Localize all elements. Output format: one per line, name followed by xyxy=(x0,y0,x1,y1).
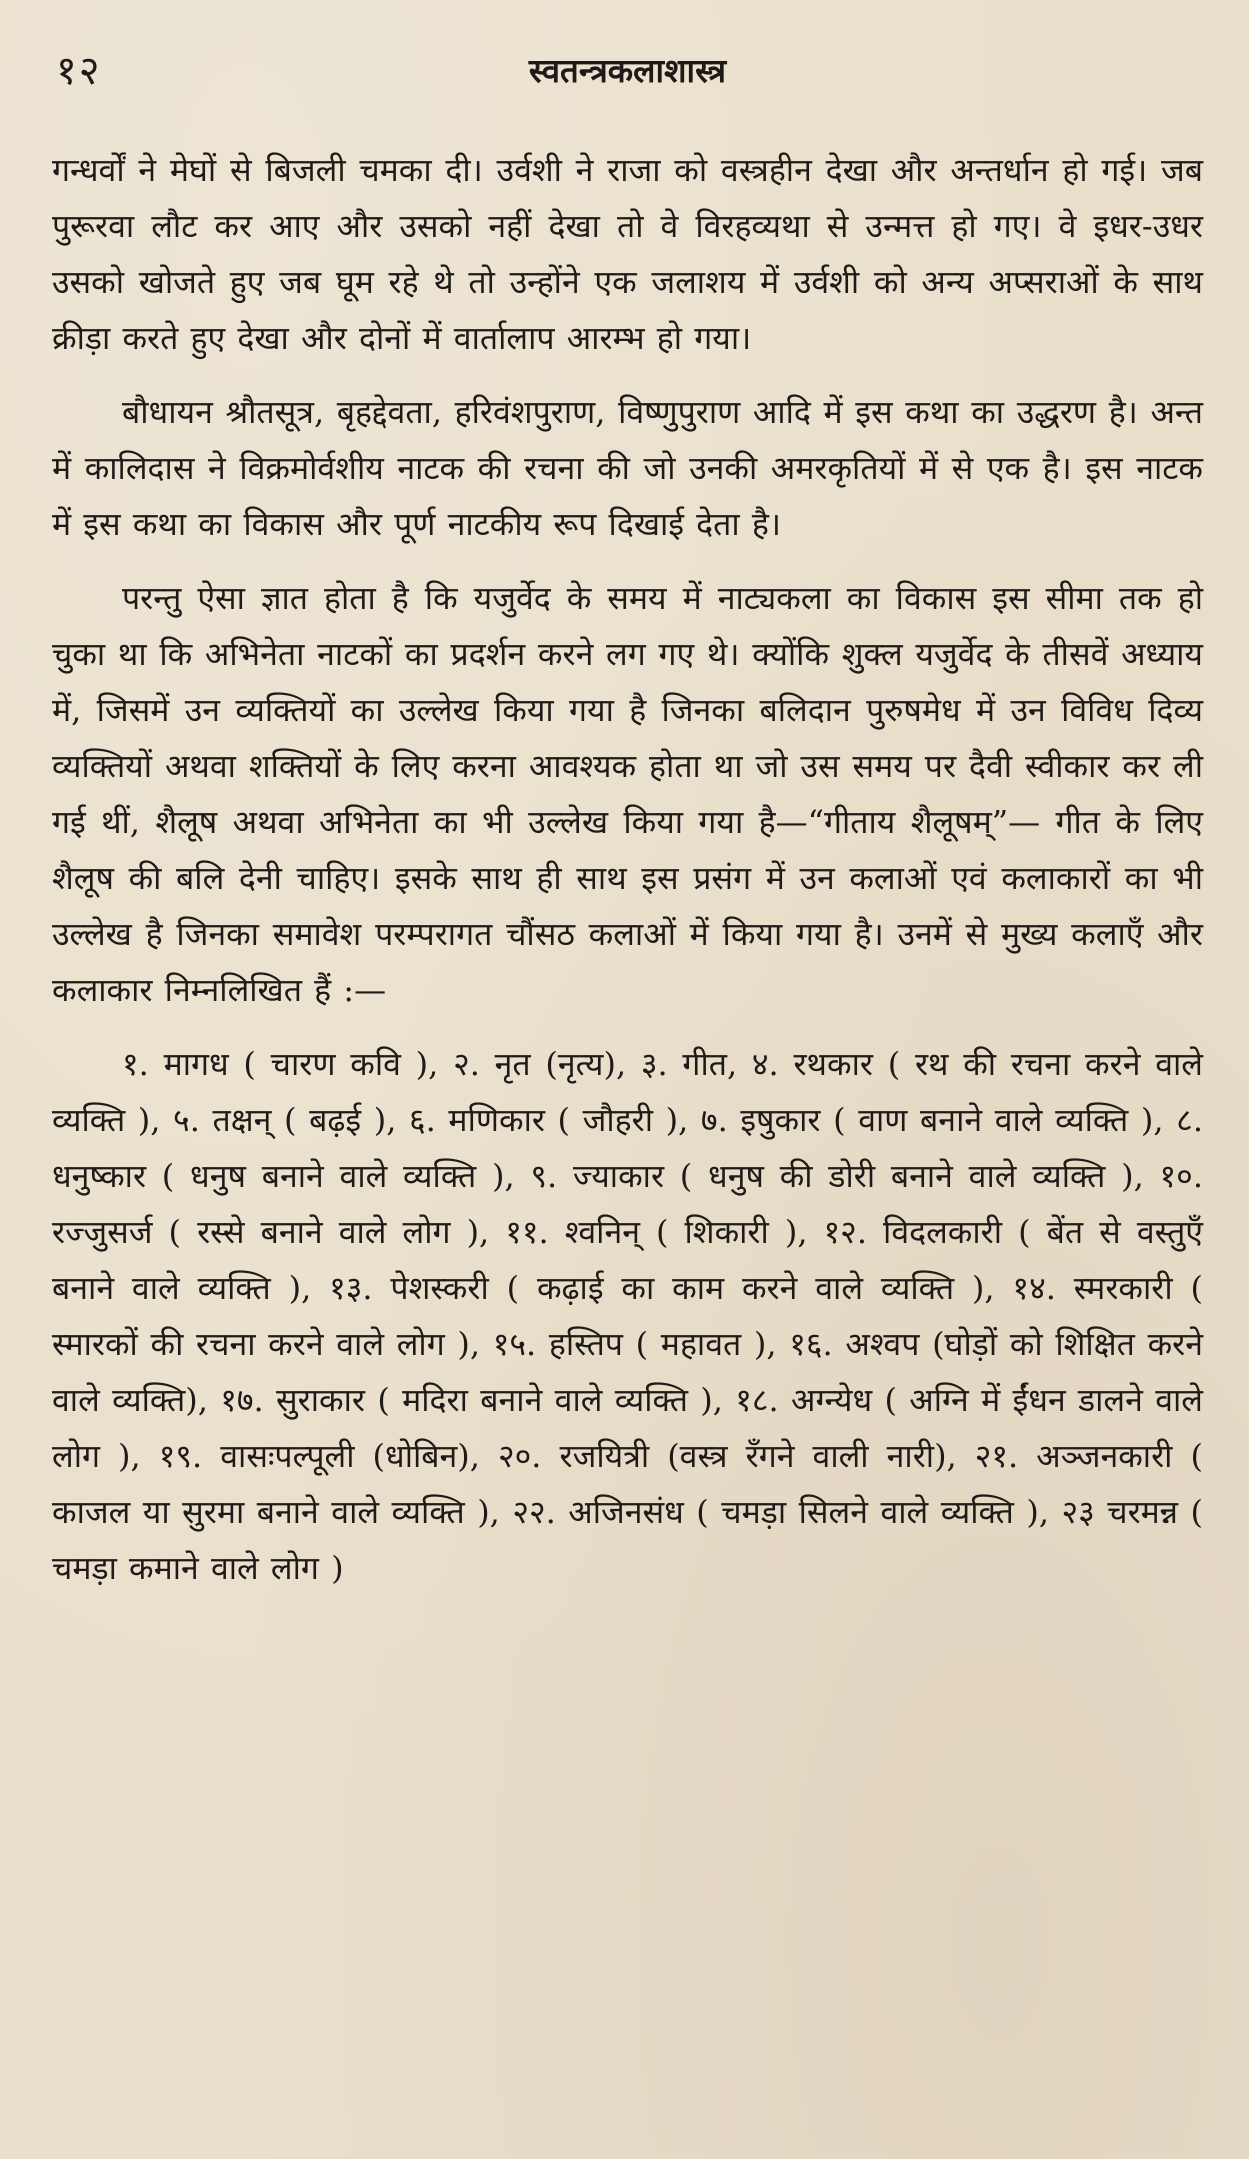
book-title: स्वतन्त्रकलाशास्त्र xyxy=(528,51,727,90)
page-number: १२ xyxy=(56,48,102,94)
paragraph-sources: बौधायन श्रौतसूत्र, बृहद्देवता, हरिवंशपुराण, विष्णुपुराण आदि में इस कथा का उद्धरण है। अन्त में कालिदास ने विक्रमोर्वशीय नाटक की रचना की जो उनकी अमरकृतियों में से एक है। इस नाटक में इस कथा का विकास और पूर्ण नाटकीय रूप दिखाई देता है। xyxy=(52,393,1203,543)
running-header xyxy=(52,40,1203,102)
paragraph-yajurveda: परन्तु ऐसा ज्ञात होता है कि यजुर्वेद के समय में नाट्यकला का विकास इस सीमा तक हो चुका था कि अभिनेता नाटकों का प्रदर्शन करने लग गए थे। क्योंकि शुक्ल यजुर्वेद के तीसवें अध्याय में, जिसमें उन व्यक्तियों का उल्लेख किया गया है जिनका बलिदान पुरुषमेध में उन विविध दिव्य व्यक्तियों अथवा शक्तियों के लिए करना आवश्यक होता था जो उस समय पर दैवी स्वीकार कर ली गई थीं, शैलूष अथवा अभिनेता का भी उल्लेख किया गया है—“गीताय शैलूषम्”— गीत के लिए शैलूष की बलि देनी चाहिए। इसके साथ ही साथ इस प्रसंग में उन कलाओं एवं कलाकारों का भी उल्लेख है जिनका समावेश परम्परागत चौंसठ कलाओं में किया गया है। उनमें से मुख्य कलाएँ और कलाकार निम्नलिखित हैं :— xyxy=(52,579,1203,1009)
paragraph-arts-list: १. मागध ( चारण कवि ), २. नृत (नृत्य), ३. गीत, ४. रथकार ( रथ की रचना करने वाले व्यक्ति ), ५. तक्षन् ( बढ़ई ), ६. मणिकार ( जौहरी ), ७. इषुकार ( वाण बनाने वाले व्यक्ति ), ८. धनुष्कार ( धनुष बनाने वाले व्यक्ति ), ९. ज्याकार ( धनुष की डोरी बनाने वाले व्यक्ति ), १०. रज्जुसर्ज ( रस्से बनाने वाले लोग ), ११. श्वनिन् ( शिकारी ), १२. विदलकारी ( बेंत से वस्तुएँ बनाने वाले व्यक्ति ), १३. पेशस्करी ( कढ़ाई का काम करने वाले व्यक्ति ), १४. स्मरकारी ( स्मारकों की रचना करने वाले लोग ), १५. हस्तिप ( महावत ), १६. अश्वप (घोड़ों को शिक्षित करने वाले व्यक्ति), १७. सुराकार ( मदिरा बनाने वाले व्यक्ति ), १८. अग्न्येध ( अग्नि में ईंधन डालने वाले लोग ), १९. वासःपल्पूली (धोबिन), २०. रजयित्री (वस्त्र रँगने वाली नारी), २१. अञ्जनकारी ( काजल या सुरमा बनाने वाले व्यक्ति ), २२. अजिनसंध ( चमड़ा सिलने वाले व्यक्ति ), २३ चरमन्न ( चमड़ा कमाने वाले लोग ) xyxy=(52,1045,1203,1587)
paragraph-urvashi-story: गन्धर्वों ने मेघों से बिजली चमका दी। उर्वशी ने राजा को वस्त्रहीन देखा और अन्तर्धान हो गई। जब पुरूरवा लौट कर आए और उसको नहीं देखा तो वे विरहव्यथा से उन्मत्त हो गए। वे इधर-उधर उसको खोजते हुए जब घूम रहे थे तो उन्होंने एक जलाशय में उर्वशी को अन्य अप्सराओं के साथ क्रीड़ा करते हुए देखा और दोनों में वार्तालाप आरम्भ हो गया। xyxy=(52,151,1203,357)
body-text xyxy=(52,142,1203,1596)
